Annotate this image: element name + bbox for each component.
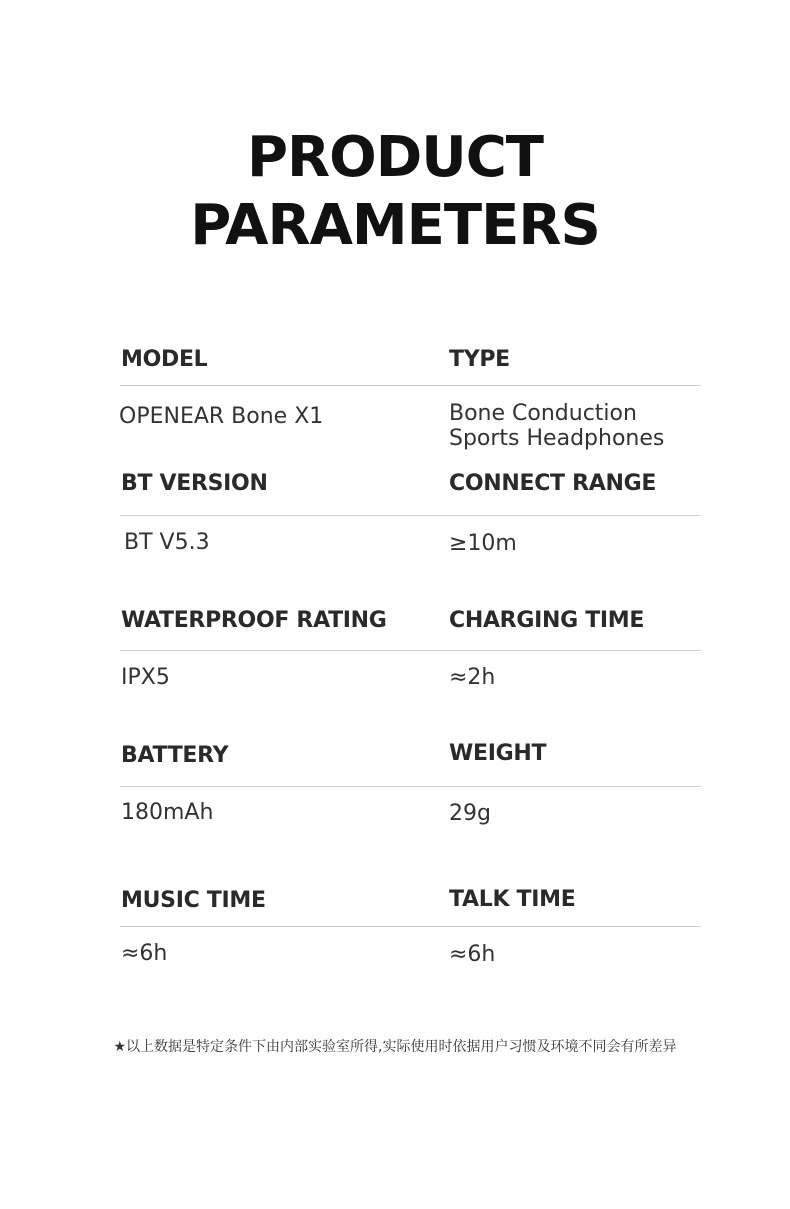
bt-version-value: BT V5.3: [124, 530, 210, 555]
weight-label: WEIGHT: [449, 741, 547, 766]
battery-value: 180mAh: [121, 800, 214, 825]
page-title-line-1: PRODUCT: [246, 125, 544, 190]
model-value: OPENEAR Bone X1: [119, 404, 324, 429]
music-time-label: MUSIC TIME: [121, 888, 266, 913]
charging-time-value: ≈2h: [449, 665, 496, 690]
battery-label: BATTERY: [121, 743, 229, 768]
divider-waterproof-charging: [120, 650, 701, 651]
talk-time-label: TALK TIME: [449, 887, 576, 912]
divider-battery-weight: [120, 786, 701, 787]
waterproof-rating-label: WATERPROOF RATING: [121, 608, 387, 633]
type-label: TYPE: [449, 347, 510, 372]
music-time-value: ≈6h: [121, 941, 168, 966]
divider-music-talk: [120, 926, 701, 927]
waterproof-rating-value: IPX5: [121, 665, 170, 690]
type-value-line-2: Sports Headphones: [449, 426, 665, 451]
page-title-line-2: PARAMETERS: [190, 193, 600, 258]
talk-time-value: ≈6h: [449, 942, 496, 967]
model-label: MODEL: [121, 347, 208, 372]
weight-value: 29g: [449, 801, 491, 826]
footnote: ★以上数据是特定条件下由内部实验室所得,实际使用时依据用户习惯及环境不同会有所差异: [113, 1039, 677, 1055]
type-value-line-1: Bone Conduction: [449, 401, 637, 426]
charging-time-label: CHARGING TIME: [449, 608, 645, 633]
bt-version-label: BT VERSION: [121, 471, 268, 496]
divider-bt-range: [120, 515, 701, 516]
connect-range-value: ≥10m: [449, 531, 517, 556]
connect-range-label: CONNECT RANGE: [449, 471, 657, 496]
divider-model-type: [120, 385, 701, 386]
